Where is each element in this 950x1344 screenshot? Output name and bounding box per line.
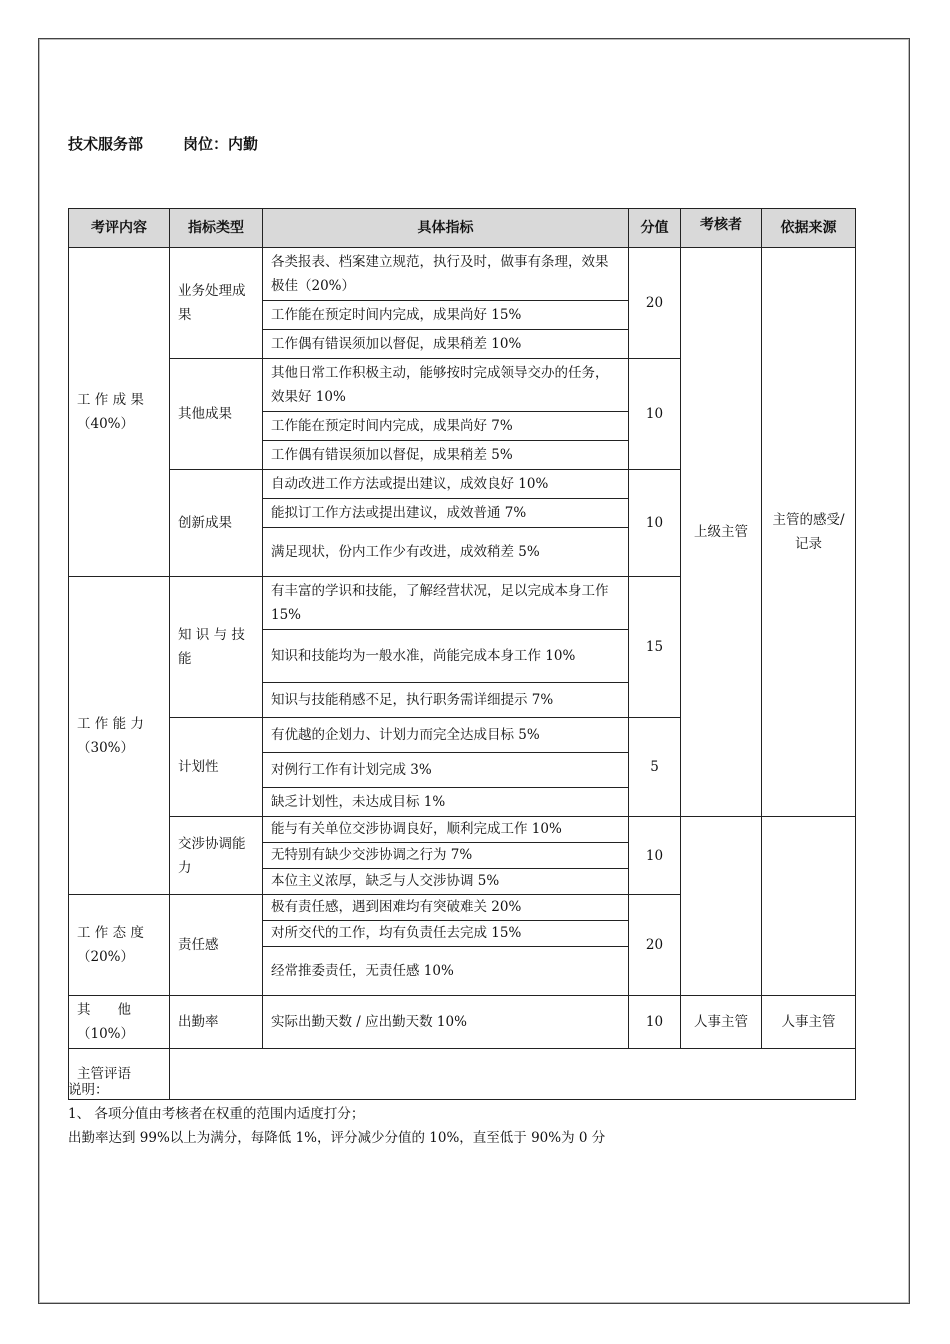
indicator-cell: 自动改进工作方法或提出建议，成效良好 10% xyxy=(263,470,629,499)
score-cell: 5 xyxy=(629,718,681,817)
type-planning: 计划性 xyxy=(170,718,263,817)
table-row xyxy=(69,996,856,1049)
type-other-results: 其他成果 xyxy=(170,359,263,470)
indicator-cell: 其他日常工作积极主动，能够按时完成领导交办的任务，效果好 10% xyxy=(263,359,629,412)
type-attendance: 出勤率 xyxy=(170,996,263,1049)
indicator-cell: 知识和技能均为一般水准，尚能完成本身工作 10% xyxy=(263,630,629,683)
evaluation-table xyxy=(68,208,856,1100)
indicator-cell: 对所交代的工作，均有负责任去完成 15% xyxy=(263,921,629,947)
reviewer-main: 上级主管 xyxy=(681,248,762,817)
indicator-cell: 工作能在预定时间内完成，成果尚好 15% xyxy=(263,301,629,330)
position-label: 岗位：内勤 xyxy=(183,135,259,153)
col-header-reviewer: 考核者 xyxy=(681,209,762,248)
notes-title: 说明： xyxy=(68,1082,109,1098)
reviewer-continued xyxy=(681,817,762,895)
group-work-attitude: 工 作 态 度（20%） xyxy=(69,895,170,996)
score-cell: 10 xyxy=(629,817,681,895)
indicator-cell: 能拟订工作方法或提出建议，成效普通 7% xyxy=(263,499,629,528)
col-header-score: 分值 xyxy=(629,209,681,248)
type-coordination: 交涉协调能力 xyxy=(170,817,263,895)
col-header-indicator: 具体指标 xyxy=(263,209,629,248)
score-cell: 10 xyxy=(629,996,681,1049)
group-work-ability: 工 作 能 力（30%） xyxy=(69,577,170,895)
col-header-type: 指标类型 xyxy=(170,209,263,248)
indicator-cell: 极有责任感，遇到困难均有突破难关 20% xyxy=(263,895,629,921)
indicator-cell: 缺乏计划性，未达成目标 1% xyxy=(263,788,629,817)
source-hr: 人事主管 xyxy=(762,996,856,1049)
type-innovation-results: 创新成果 xyxy=(170,470,263,577)
table-row xyxy=(69,248,856,301)
score-cell: 20 xyxy=(629,248,681,359)
indicator-cell: 有优越的企划力、计划力而完全达成目标 5% xyxy=(263,718,629,753)
source-main: 主管的感受/记录 xyxy=(762,248,856,817)
indicator-cell: 本位主义浓厚，缺乏与人交涉协调 5% xyxy=(263,869,629,895)
col-header-content: 考评内容 xyxy=(69,209,170,248)
indicator-cell: 无特别有缺少交涉协调之行为 7% xyxy=(263,843,629,869)
group-work-results: 工 作 成 果（40%） xyxy=(69,248,170,577)
indicator-cell: 满足现状，份内工作少有改进，成效稍差 5% xyxy=(263,528,629,577)
department-name: 技术服务部 xyxy=(68,135,144,153)
score-cell: 15 xyxy=(629,577,681,718)
indicator-cell: 有丰富的学识和技能，了解经营状况，足以完成本身工作 15% xyxy=(263,577,629,630)
reviewer-hr: 人事主管 xyxy=(681,996,762,1049)
notes xyxy=(68,1078,605,1150)
page-heading xyxy=(68,133,258,154)
notes-line-2: 出勤率达到 99%以上为满分，每降低 1%，评分减少分值的 10%，直至低于 90%为 0 分 xyxy=(68,1130,606,1146)
type-responsibility: 责任感 xyxy=(170,895,263,996)
score-cell: 10 xyxy=(629,470,681,577)
indicator-cell: 经常推委责任，无责任感 10% xyxy=(263,947,629,996)
indicator-cell: 各类报表、档案建立规范，执行及时，做事有条理，效果极佳（20%） xyxy=(263,248,629,301)
col-header-source: 依据来源 xyxy=(762,209,856,248)
comment-label: 主管评语 xyxy=(69,1049,170,1100)
table-header-row xyxy=(69,209,856,248)
score-cell: 10 xyxy=(629,359,681,470)
type-knowledge-skills: 知 识 与 技能 xyxy=(170,577,263,718)
source-continued xyxy=(762,817,856,895)
indicator-cell: 工作偶有错误须加以督促，成果稍差 5% xyxy=(263,441,629,470)
table-row xyxy=(69,895,856,921)
indicator-cell: 实际出勤天数 / 应出勤天数 10% xyxy=(263,996,629,1049)
indicator-cell: 知识与技能稍感不足，执行职务需详细提示 7% xyxy=(263,683,629,718)
table-row xyxy=(69,817,856,843)
score-cell: 20 xyxy=(629,895,681,996)
notes-line-1: 1、 各项分值由考核者在权重的范围内适度打分； xyxy=(68,1106,365,1122)
indicator-cell: 能与有关单位交涉协调良好，顺利完成工作 10% xyxy=(263,817,629,843)
type-business-results: 业务处理成果 xyxy=(170,248,263,359)
indicator-cell: 工作能在预定时间内完成，成果尚好 7% xyxy=(263,412,629,441)
indicator-cell: 对例行工作有计划完成 3% xyxy=(263,753,629,788)
group-other: 其 他（10%） xyxy=(69,996,170,1049)
reviewer-continued xyxy=(681,895,762,996)
indicator-cell: 工作偶有错误须加以督促，成果稍差 10% xyxy=(263,330,629,359)
source-continued xyxy=(762,895,856,996)
